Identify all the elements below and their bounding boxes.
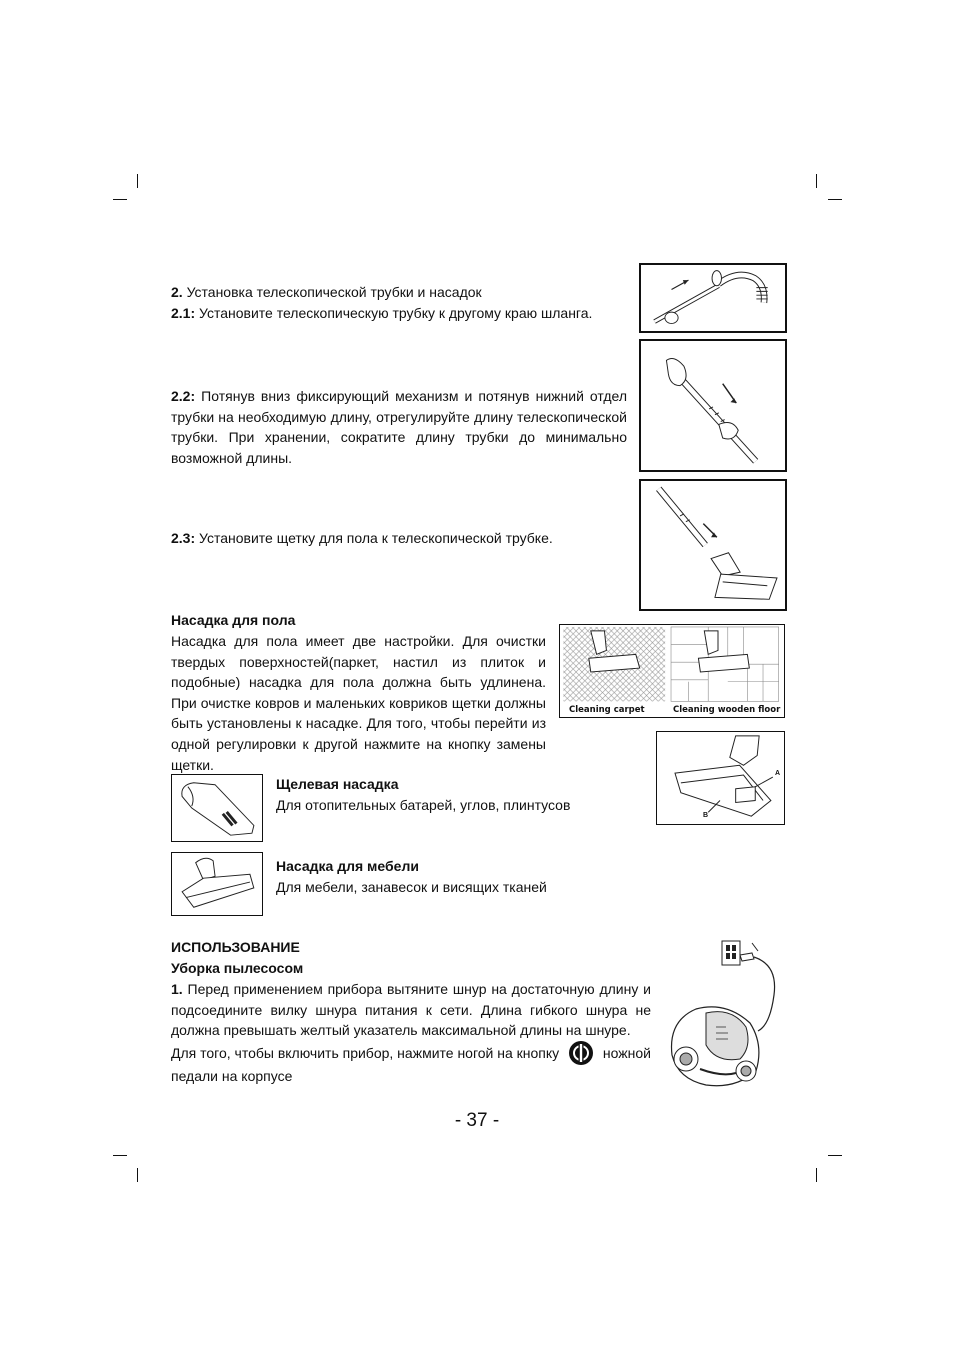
figure-vacuum-plug (666, 935, 786, 1093)
paragraph-text: Перед применением прибора вытяните шнур на достаточную длину и подсоедините вилку шнура питания к сети. Длина гибкого шнура не должна превышать желтый указатель максимальной длины на шнуре. (171, 981, 651, 1039)
label-a: A (775, 770, 781, 777)
figure-nozzle-ab (656, 731, 785, 825)
usage-paragraph-1 (171, 979, 651, 1041)
telescopic-illustration (641, 341, 785, 470)
crevice-title: Щелевая насадка (276, 776, 399, 792)
step-number: 2.3: (171, 530, 196, 546)
page-number: - 37 - (454, 1110, 500, 1131)
usage-subtitle: Уборка пылесосом (171, 960, 304, 976)
power-button-icon (568, 1040, 594, 1066)
step-number: 2.2: (171, 388, 196, 404)
crop-mark (137, 174, 138, 188)
step-2-3 (171, 528, 611, 549)
step-text: Потянув вниз фиксирующий механизм и потянув нижний отдел трубки на необходимую длину, отрегулируйте длину телескопической трубки. При хранении, сократите длину трубки до минимально возможной длины. (171, 388, 628, 466)
caption-carpet: Cleaning carpet (569, 705, 645, 715)
usage-title: ИСПОЛЬЗОВАНИЕ (171, 939, 300, 955)
figure-tube-to-hose (639, 263, 787, 333)
crop-mark (816, 174, 817, 188)
figure-furniture-nozzle (171, 852, 263, 916)
step-text: Установите телескопическую трубку к другому краю шланга. (199, 305, 593, 321)
crop-mark (113, 199, 127, 200)
crop-mark (828, 199, 842, 200)
floor-nozzle-title: Насадка для пола (171, 612, 296, 628)
vacuum-illustration (666, 935, 786, 1093)
step-2-2 (171, 386, 627, 468)
figure-crevice-nozzle (171, 774, 263, 842)
tube-hose-illustration (641, 265, 785, 331)
crevice-illustration (172, 775, 262, 841)
step-text: Установите щетку для пола к телескопической трубке. (199, 530, 553, 546)
section-2-heading (171, 282, 611, 303)
paragraph-text-end: педали на корпусе (171, 1068, 293, 1084)
floor-modes-illustration (560, 625, 784, 717)
furniture-illustration (172, 853, 262, 915)
figure-telescopic-adjust (639, 339, 787, 472)
crop-mark (816, 1168, 817, 1182)
paragraph-text-after: ножной (602, 1044, 651, 1061)
heading-number: 2. (171, 284, 183, 300)
paragraph-text-before: Для того, чтобы включить прибор, нажмите ногой на кнопку (171, 1044, 560, 1061)
crevice-text: Для отопительных батарей, углов, плинтусов (276, 797, 571, 813)
label-b: B (703, 812, 709, 819)
crop-mark (828, 1155, 842, 1156)
step-2-1 (171, 303, 611, 324)
paragraph-number: 1. (171, 981, 183, 997)
caption-wooden-floor: Cleaning wooden floor (673, 705, 781, 715)
furniture-title: Насадка для мебели (276, 858, 419, 874)
brush-attach-illustration (641, 481, 785, 609)
figure-brush-attach (639, 479, 787, 611)
crop-mark (113, 1155, 127, 1156)
floor-nozzle-text: Насадка для пола имеет две настройки. Для очистки твердых поверхностей(паркет, настил из плиток и подобные) насадка для пола должна быть удлинена. При очистке ковров и маленьких ковриков щетки должны быть установлены к насадке. Для того, чтобы перейти из одной регулировки к другой нажмите на кнопку замены щетки. (171, 633, 546, 773)
nozzle-ab-illustration (657, 732, 784, 824)
furniture-text: Для мебели, занавесок и висящих тканей (276, 879, 547, 895)
step-number: 2.1: (171, 305, 196, 321)
crop-mark (137, 1168, 138, 1182)
heading-text: Установка телескопической трубки и насадок (186, 284, 482, 300)
usage-paragraph-2 (171, 1040, 651, 1087)
figure-floor-modes (559, 624, 785, 718)
